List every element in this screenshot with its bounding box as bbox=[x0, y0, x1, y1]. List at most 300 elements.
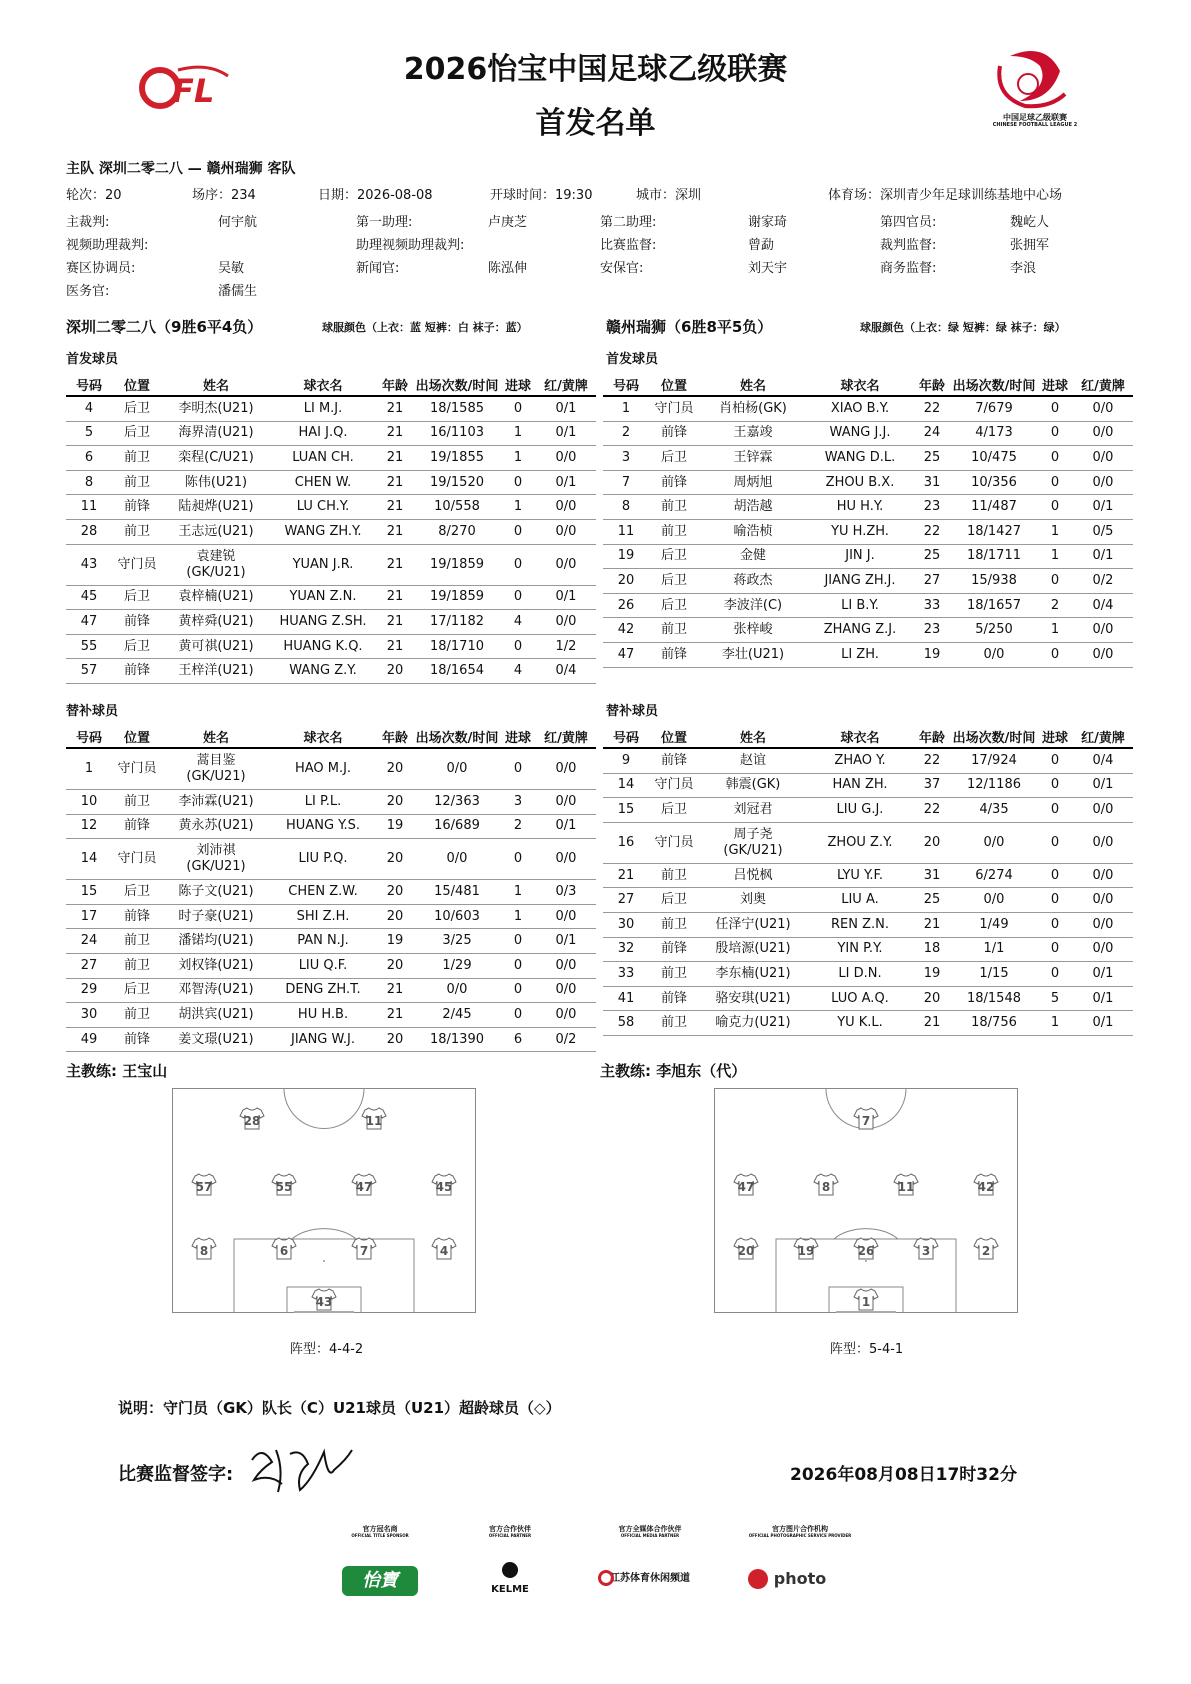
player-pos: 前卫 bbox=[649, 618, 699, 643]
player-pos: 前锋 bbox=[649, 937, 699, 962]
sponsor-logo: photo bbox=[773, 1569, 827, 1588]
player-cards: 0/0 bbox=[1073, 798, 1133, 823]
player-row bbox=[66, 544, 596, 585]
player-num: 26 bbox=[603, 593, 649, 618]
pitch-penalty-arc bbox=[834, 1229, 898, 1239]
player-age: 24 bbox=[913, 421, 951, 446]
player-row bbox=[66, 396, 596, 421]
away-kit-colors: 球服颜色（上衣：绿 短裤：绿 袜子：绿） bbox=[860, 321, 1066, 334]
player-cards: 0/1 bbox=[1073, 544, 1133, 569]
sponsor-subtitle: OFFICIAL PHOTOGRAPHIC SERVICE PROVIDER bbox=[748, 1533, 852, 1538]
player-row bbox=[66, 953, 596, 978]
official-label: 新闻官: bbox=[356, 261, 400, 276]
signature-image bbox=[242, 1440, 362, 1500]
player-num: 19 bbox=[603, 544, 649, 569]
player-goals: 2 bbox=[500, 814, 536, 839]
player-apps: 4/173 bbox=[951, 421, 1037, 446]
col-header-num: 号码 bbox=[603, 725, 649, 748]
player-age: 20 bbox=[376, 953, 414, 978]
player-cards: 0/4 bbox=[1073, 593, 1133, 618]
player-cards: 0/1 bbox=[536, 585, 596, 610]
player-row bbox=[66, 659, 596, 684]
player-jersey bbox=[894, 1174, 918, 1195]
player-goals: 0 bbox=[1037, 569, 1073, 594]
player-cards: 0/0 bbox=[1073, 863, 1133, 888]
player-shirt-name: HAI J.Q. bbox=[270, 421, 376, 446]
player-pos: 守门员 bbox=[649, 822, 699, 863]
player-cards: 0/0 bbox=[1073, 396, 1133, 421]
player-cards: 0/0 bbox=[536, 839, 596, 880]
home-formation: 阵型：4-4-2 bbox=[290, 1342, 364, 1357]
player-apps: 19/1859 bbox=[414, 585, 500, 610]
player-age: 18 bbox=[913, 937, 951, 962]
player-age: 23 bbox=[913, 495, 951, 520]
player-cards: 0/1 bbox=[1073, 1011, 1133, 1036]
jersey-number: 47 bbox=[355, 1180, 373, 1194]
player-cards: 0/1 bbox=[536, 396, 596, 421]
svg-text:F: F bbox=[172, 72, 194, 110]
player-goals: 3 bbox=[500, 790, 536, 815]
player-apps: 1/15 bbox=[951, 962, 1037, 987]
player-name: 蒿目鉴(GK/U21) bbox=[162, 748, 270, 790]
player-age: 19 bbox=[913, 642, 951, 667]
player-cards: 0/0 bbox=[1073, 888, 1133, 913]
col-header-name: 姓名 bbox=[162, 725, 270, 748]
page-title: 2026怡宝中国足球乙级联赛 bbox=[403, 52, 788, 87]
player-jersey bbox=[432, 1238, 456, 1259]
player-jersey bbox=[794, 1238, 818, 1259]
player-row bbox=[66, 790, 596, 815]
col-header-cards: 红/黄牌 bbox=[1073, 373, 1133, 396]
player-row bbox=[66, 904, 596, 929]
player-apps: 15/938 bbox=[951, 569, 1037, 594]
player-jersey bbox=[272, 1238, 296, 1259]
round: 轮次：20 bbox=[66, 188, 122, 203]
player-shirt-name: ZHOU Z.Y. bbox=[807, 822, 913, 863]
player-pos: 前卫 bbox=[112, 790, 162, 815]
player-shirt-name: LI M.J. bbox=[270, 396, 376, 421]
home-formation-pitch bbox=[172, 1088, 476, 1313]
player-goals: 5 bbox=[1037, 986, 1073, 1011]
player-shirt-name: HAO M.J. bbox=[270, 748, 376, 790]
player-goals: 1 bbox=[500, 880, 536, 905]
player-row bbox=[603, 421, 1133, 446]
match-number: 场序：234 bbox=[192, 188, 256, 203]
player-num: 29 bbox=[66, 978, 112, 1003]
player-age: 19 bbox=[913, 962, 951, 987]
player-name: 黄可祺(U21) bbox=[162, 634, 270, 659]
player-num: 1 bbox=[603, 396, 649, 421]
player-apps: 10/475 bbox=[951, 446, 1037, 471]
home-subs-label: 替补球员 bbox=[66, 704, 119, 719]
player-goals: 0 bbox=[500, 839, 536, 880]
player-pos: 前卫 bbox=[649, 1011, 699, 1036]
player-age: 20 bbox=[376, 1027, 414, 1052]
player-row bbox=[66, 929, 596, 954]
player-name: 袁建锐(GK/U21) bbox=[162, 544, 270, 585]
player-shirt-name: LIU Q.F. bbox=[270, 953, 376, 978]
player-name: 刘冠君 bbox=[699, 798, 807, 823]
player-cards: 0/0 bbox=[1073, 421, 1133, 446]
col-header-goals: 进球 bbox=[1037, 373, 1073, 396]
col-header-age: 年龄 bbox=[376, 725, 414, 748]
col-header-apps: 出场次数/时间 bbox=[414, 373, 500, 396]
player-shirt-name: ZHAO Y. bbox=[807, 748, 913, 773]
player-name: 刘奥 bbox=[699, 888, 807, 913]
player-row bbox=[66, 748, 596, 790]
player-apps: 10/603 bbox=[414, 904, 500, 929]
player-name: 海界清(U21) bbox=[162, 421, 270, 446]
player-pos: 前锋 bbox=[112, 814, 162, 839]
player-cards: 0/0 bbox=[1073, 937, 1133, 962]
player-cards: 0/1 bbox=[536, 470, 596, 495]
player-apps: 11/487 bbox=[951, 495, 1037, 520]
player-num: 15 bbox=[66, 880, 112, 905]
player-row bbox=[603, 888, 1133, 913]
col-header-apps: 出场次数/时间 bbox=[951, 725, 1037, 748]
player-age: 25 bbox=[913, 446, 951, 471]
official-label: 商务监督: bbox=[880, 261, 937, 276]
player-num: 49 bbox=[66, 1027, 112, 1052]
player-shirt-name: HUANG Y.S. bbox=[270, 814, 376, 839]
player-num: 21 bbox=[603, 863, 649, 888]
player-name: 李波洋(C) bbox=[699, 593, 807, 618]
player-goals: 1 bbox=[500, 495, 536, 520]
player-goals: 0 bbox=[500, 953, 536, 978]
player-cards: 0/2 bbox=[1073, 569, 1133, 594]
player-row bbox=[603, 495, 1133, 520]
player-age: 21 bbox=[376, 634, 414, 659]
player-jersey bbox=[854, 1238, 878, 1259]
player-row bbox=[603, 396, 1133, 421]
player-cards: 0/0 bbox=[536, 790, 596, 815]
player-pos: 后卫 bbox=[649, 569, 699, 594]
jersey-number: 47 bbox=[737, 1180, 755, 1194]
player-name: 蒋政杰 bbox=[699, 569, 807, 594]
stadium: 体育场：深圳青少年足球训练基地中心场 bbox=[828, 188, 1063, 203]
player-row bbox=[603, 986, 1133, 1011]
player-jersey bbox=[312, 1289, 336, 1310]
player-shirt-name: SHI Z.H. bbox=[270, 904, 376, 929]
player-goals: 0 bbox=[1037, 446, 1073, 471]
player-cards: 0/1 bbox=[1073, 986, 1133, 1011]
kickoff-time: 开球时间：19:30 bbox=[490, 188, 593, 203]
player-age: 21 bbox=[376, 519, 414, 544]
player-apps: 18/1657 bbox=[951, 593, 1037, 618]
home-starters-label: 首发球员 bbox=[66, 352, 119, 367]
player-goals: 0 bbox=[1037, 396, 1073, 421]
player-num: 33 bbox=[603, 962, 649, 987]
player-shirt-name: LI ZH. bbox=[807, 642, 913, 667]
sponsor-logo: 江苏体育休闲频道 bbox=[610, 1573, 690, 1584]
player-row bbox=[66, 610, 596, 635]
player-num: 12 bbox=[66, 814, 112, 839]
col-header-shirt-name: 球衣名 bbox=[807, 373, 913, 396]
legend-notes: 说明：守门员（GK）队长（C）U21球员（U21）超龄球员（◇） bbox=[118, 1399, 561, 1417]
player-pos: 前锋 bbox=[649, 642, 699, 667]
player-goals: 0 bbox=[1037, 863, 1073, 888]
col-header-age: 年龄 bbox=[376, 373, 414, 396]
player-num: 14 bbox=[603, 773, 649, 798]
player-age: 21 bbox=[376, 978, 414, 1003]
player-cards: 0/4 bbox=[1073, 748, 1133, 773]
player-num: 9 bbox=[603, 748, 649, 773]
player-jersey bbox=[352, 1174, 376, 1195]
player-shirt-name: XIAO B.Y. bbox=[807, 396, 913, 421]
player-shirt-name: YU K.L. bbox=[807, 1011, 913, 1036]
player-pos: 后卫 bbox=[112, 585, 162, 610]
col-header-age: 年龄 bbox=[913, 725, 951, 748]
player-name: 陆昶烨(U21) bbox=[162, 495, 270, 520]
player-jersey bbox=[974, 1238, 998, 1259]
player-age: 31 bbox=[913, 470, 951, 495]
player-pos: 前锋 bbox=[649, 986, 699, 1011]
player-apps: 5/250 bbox=[951, 618, 1037, 643]
player-apps: 0/0 bbox=[951, 822, 1037, 863]
player-apps: 12/1186 bbox=[951, 773, 1037, 798]
player-jersey bbox=[272, 1174, 296, 1195]
player-goals: 1 bbox=[1037, 544, 1073, 569]
player-goals: 0 bbox=[500, 396, 536, 421]
official-label: 第一助理: bbox=[356, 215, 413, 230]
player-age: 21 bbox=[376, 610, 414, 635]
player-jersey bbox=[854, 1289, 878, 1310]
official-label: 安保官: bbox=[600, 261, 644, 276]
player-row bbox=[66, 446, 596, 471]
player-row bbox=[603, 446, 1133, 471]
player-age: 22 bbox=[913, 519, 951, 544]
player-name: 刘权锋(U21) bbox=[162, 953, 270, 978]
player-pos: 前卫 bbox=[112, 1003, 162, 1028]
player-goals: 0 bbox=[1037, 798, 1073, 823]
player-pos: 后卫 bbox=[112, 880, 162, 905]
player-cards: 0/0 bbox=[536, 495, 596, 520]
player-jersey bbox=[814, 1174, 838, 1195]
jersey-number: 8 bbox=[199, 1244, 209, 1258]
official-label: 赛区协调员: bbox=[66, 261, 136, 276]
player-goals: 0 bbox=[500, 585, 536, 610]
match-date: 日期：2026-08-08 bbox=[318, 188, 433, 203]
player-pos: 前锋 bbox=[112, 495, 162, 520]
player-cards: 0/0 bbox=[536, 1003, 596, 1028]
player-num: 10 bbox=[66, 790, 112, 815]
player-name: 喻浩桢 bbox=[699, 519, 807, 544]
player-name: 李东楠(U21) bbox=[699, 962, 807, 987]
player-name: 金健 bbox=[699, 544, 807, 569]
home-subs-table bbox=[66, 725, 596, 1052]
player-goals: 2 bbox=[1037, 593, 1073, 618]
player-age: 25 bbox=[913, 888, 951, 913]
sponsor-logo: 怡寶 bbox=[342, 1566, 418, 1596]
player-pos: 前卫 bbox=[112, 953, 162, 978]
player-goals: 0 bbox=[500, 544, 536, 585]
player-apps: 15/481 bbox=[414, 880, 500, 905]
player-row bbox=[66, 585, 596, 610]
player-name: 刘沛祺(GK/U21) bbox=[162, 839, 270, 880]
player-cards: 0/2 bbox=[536, 1027, 596, 1052]
player-name: 黄梓舜(U21) bbox=[162, 610, 270, 635]
col-header-name: 姓名 bbox=[162, 373, 270, 396]
player-age: 19 bbox=[376, 929, 414, 954]
official-label: 裁判监督: bbox=[880, 238, 937, 253]
col-header-name: 姓名 bbox=[699, 725, 807, 748]
player-apps: 12/363 bbox=[414, 790, 500, 815]
player-shirt-name: YUAN Z.N. bbox=[270, 585, 376, 610]
player-name: 栾程(C/U21) bbox=[162, 446, 270, 471]
pitch-goal bbox=[836, 1311, 896, 1313]
player-pos: 前卫 bbox=[112, 470, 162, 495]
player-age: 21 bbox=[913, 1011, 951, 1036]
player-row bbox=[603, 798, 1133, 823]
jersey-number: 11 bbox=[897, 1180, 915, 1194]
player-apps: 18/1711 bbox=[951, 544, 1037, 569]
player-shirt-name: LU CH.Y. bbox=[270, 495, 376, 520]
player-cards: 0/0 bbox=[536, 748, 596, 790]
player-age: 22 bbox=[913, 748, 951, 773]
player-shirt-name: LI B.Y. bbox=[807, 593, 913, 618]
player-jersey bbox=[192, 1174, 216, 1195]
sponsor-subtitle: OFFICIAL PARTNER bbox=[488, 1533, 532, 1538]
player-age: 25 bbox=[913, 544, 951, 569]
player-goals: 0 bbox=[1037, 822, 1073, 863]
home-kit-colors: 球服颜色（上衣：蓝 短裤：白 袜子：蓝） bbox=[322, 321, 528, 334]
player-jersey bbox=[734, 1174, 758, 1195]
player-row bbox=[603, 773, 1133, 798]
pitch-center-circle bbox=[284, 1089, 364, 1129]
penalty-spot bbox=[323, 1260, 325, 1262]
player-num: 57 bbox=[66, 659, 112, 684]
player-goals: 0 bbox=[500, 748, 536, 790]
pitch-penalty-arc bbox=[292, 1229, 356, 1239]
player-num: 24 bbox=[66, 929, 112, 954]
official-label: 比赛监督: bbox=[600, 238, 657, 253]
player-age: 37 bbox=[913, 773, 951, 798]
player-num: 20 bbox=[603, 569, 649, 594]
player-pos: 守门员 bbox=[112, 839, 162, 880]
player-goals: 0 bbox=[500, 1003, 536, 1028]
player-cards: 1/2 bbox=[536, 634, 596, 659]
col-header-shirt-name: 球衣名 bbox=[270, 725, 376, 748]
player-goals: 0 bbox=[1037, 642, 1073, 667]
player-num: 55 bbox=[66, 634, 112, 659]
player-cards: 0/0 bbox=[1073, 642, 1133, 667]
player-age: 22 bbox=[913, 798, 951, 823]
away-starters-table bbox=[603, 373, 1133, 668]
player-pos: 前锋 bbox=[112, 1027, 162, 1052]
player-goals: 0 bbox=[500, 519, 536, 544]
player-num: 32 bbox=[603, 937, 649, 962]
player-shirt-name: YUAN J.R. bbox=[270, 544, 376, 585]
player-goals: 0 bbox=[1037, 888, 1073, 913]
player-name: 张梓峻 bbox=[699, 618, 807, 643]
col-header-pos: 位置 bbox=[649, 725, 699, 748]
away-subs-table bbox=[603, 725, 1133, 1036]
player-goals: 1 bbox=[1037, 1011, 1073, 1036]
home-coach: 主教练: 王宝山 bbox=[66, 1062, 168, 1080]
player-age: 21 bbox=[376, 421, 414, 446]
player-apps: 19/1859 bbox=[414, 544, 500, 585]
pitch-goal bbox=[294, 1311, 354, 1313]
player-cards: 0/0 bbox=[536, 446, 596, 471]
player-apps: 10/356 bbox=[951, 470, 1037, 495]
player-num: 41 bbox=[603, 986, 649, 1011]
player-num: 27 bbox=[603, 888, 649, 913]
sponsor-logo: KELME bbox=[491, 1584, 529, 1595]
jersey-number: 2 bbox=[981, 1244, 991, 1258]
player-shirt-name: ZHANG Z.J. bbox=[807, 618, 913, 643]
player-shirt-name: LIU P.Q. bbox=[270, 839, 376, 880]
player-apps: 0/0 bbox=[414, 839, 500, 880]
player-goals: 6 bbox=[500, 1027, 536, 1052]
player-num: 45 bbox=[66, 585, 112, 610]
player-name: 袁梓楠(U21) bbox=[162, 585, 270, 610]
player-num: 8 bbox=[66, 470, 112, 495]
player-cards: 0/0 bbox=[536, 978, 596, 1003]
player-pos: 后卫 bbox=[649, 888, 699, 913]
player-pos: 前卫 bbox=[112, 519, 162, 544]
jersey-number: 28 bbox=[243, 1114, 261, 1128]
player-shirt-name: DENG ZH.T. bbox=[270, 978, 376, 1003]
player-shirt-name: YU H.ZH. bbox=[807, 519, 913, 544]
league-logo-text: 中国足球乙级联赛 bbox=[1003, 113, 1067, 122]
player-cards: 0/1 bbox=[536, 421, 596, 446]
sponsor-title: 官方合作伙伴 bbox=[489, 1525, 531, 1533]
player-name: 胡洪宾(U21) bbox=[162, 1003, 270, 1028]
player-pos: 前卫 bbox=[649, 962, 699, 987]
player-pos: 后卫 bbox=[649, 544, 699, 569]
player-row bbox=[66, 814, 596, 839]
player-apps: 18/1427 bbox=[951, 519, 1037, 544]
player-goals: 0 bbox=[1037, 470, 1073, 495]
player-name: 李壮(U21) bbox=[699, 642, 807, 667]
col-header-cards: 红/黄牌 bbox=[1073, 725, 1133, 748]
jersey-number: 8 bbox=[821, 1180, 831, 1194]
player-cards: 0/1 bbox=[536, 814, 596, 839]
player-apps: 3/25 bbox=[414, 929, 500, 954]
player-jersey bbox=[914, 1238, 938, 1259]
player-cards: 0/0 bbox=[536, 544, 596, 585]
col-header-cards: 红/黄牌 bbox=[536, 373, 596, 396]
player-row bbox=[603, 822, 1133, 863]
player-jersey bbox=[734, 1238, 758, 1259]
player-name: 王梓洋(U21) bbox=[162, 659, 270, 684]
player-pos: 守门员 bbox=[112, 748, 162, 790]
player-age: 23 bbox=[913, 618, 951, 643]
player-goals: 4 bbox=[500, 659, 536, 684]
player-apps: 10/558 bbox=[414, 495, 500, 520]
player-apps: 16/1103 bbox=[414, 421, 500, 446]
player-num: 11 bbox=[66, 495, 112, 520]
player-row bbox=[66, 519, 596, 544]
player-row bbox=[603, 618, 1133, 643]
home-starters-table bbox=[66, 373, 596, 684]
col-header-apps: 出场次数/时间 bbox=[951, 373, 1037, 396]
player-apps: 17/1182 bbox=[414, 610, 500, 635]
jersey-number: 43 bbox=[315, 1295, 333, 1309]
away-starters-label: 首发球员 bbox=[606, 352, 659, 367]
player-apps: 18/756 bbox=[951, 1011, 1037, 1036]
player-jersey bbox=[352, 1238, 376, 1259]
player-name: 李沛霖(U21) bbox=[162, 790, 270, 815]
player-num: 58 bbox=[603, 1011, 649, 1036]
player-row bbox=[66, 1003, 596, 1028]
player-pos: 前卫 bbox=[649, 519, 699, 544]
sponsor-title: 官方冠名商 bbox=[362, 1525, 398, 1533]
jersey-number: 11 bbox=[365, 1114, 383, 1128]
player-cards: 0/1 bbox=[1073, 773, 1133, 798]
official-value: 卢庚芝 bbox=[488, 215, 528, 230]
player-goals: 0 bbox=[500, 634, 536, 659]
